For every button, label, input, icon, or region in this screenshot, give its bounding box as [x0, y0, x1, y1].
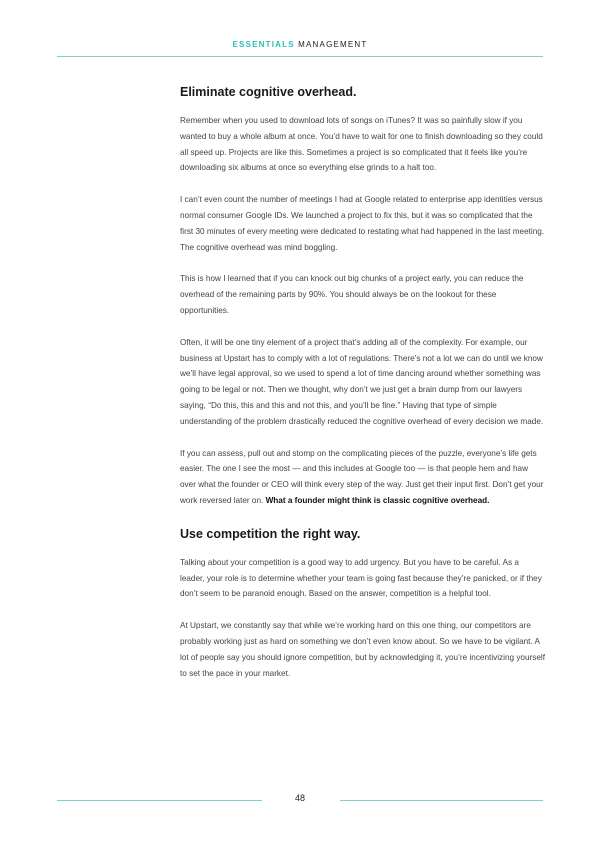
header-subsection-label: MANAGEMENT — [294, 40, 368, 49]
paragraph: This is how I learned that if you can knock out big chunks of a project early, you can reduce the overhead of the remaining parts by 90%. You should always be on the lookout for these opportunities. — [180, 274, 524, 315]
section-heading-cognitive-overhead: Eliminate cognitive overhead. — [180, 85, 357, 99]
article-body — [180, 83, 545, 697]
footer-divider-left — [57, 800, 262, 801]
paragraph-text: If you can assess, pull out and stomp on the complicating pieces of the puzzle, everyone’s life gets easier. The one I see the most — and this includes at Google too — is that people hem and haw over what the founder or CEO will think every step of the way. Just get their input first. Don’t get your work reversed later on. — [180, 448, 544, 505]
paragraph: Remember when you used to download lots of songs on iTunes? It was so painfully slow if you wanted to buy a whole album at once. You’d have to wait for one to finish downloading so they could all speed up. Projects are like this. Sometimes a project is so complicated that it feels like you’re downloading six albums at once so everything else grinds to a halt too. — [180, 116, 543, 173]
paragraph: Often, it will be one tiny element of a project that’s adding all of the complexity. For example, our business at Upstart has to comply with a lot of regulations. There’s not a lot we can do until we know we’ll have legal approval, so we used to spend a lot of time dancing around whether something was going to be legal or not. Then we thought, why don’t we just get a brain dump from our lawyers saying, “Do this, this and this and not this, and you’ll be fine.” Having that type of simple understanding of the problem drastically reduced the cognitive overhead of every decision we made. — [180, 337, 544, 426]
paragraph: Talking about your competition is a good way to add urgency. But you have to be careful. As a leader, your role is to determine whether your team is going fast because they’re panicked, or if they don’t seem to be paranoid enough. Based on the answer, competition is a helpful tool. — [180, 557, 542, 599]
footer-divider-right — [340, 800, 543, 801]
header-section-label: ESSENTIALS — [232, 40, 295, 49]
header-divider — [57, 56, 543, 57]
running-header — [0, 40, 600, 49]
paragraph: I can’t even count the number of meetings I had at Google related to enterprise app identities versus normal consumer Google IDs. We launched a project to fix this, but it was so complicated that the first 30 minutes of every meeting were dedicated to restating what had happened in the last meeting. The cognitive overhead was mind boggling. — [180, 195, 545, 252]
section-heading-competition: Use competition the right way. — [180, 526, 361, 541]
paragraph-with-emphasis — [180, 446, 545, 509]
paragraph: At Upstart, we constantly say that while we’re working hard on this one thing, our competitors are probably working just as hard on something we don’t even know about. So we have to be vigilant. A lot of people say you should ignore competition, but by acknowledging it, you’re incentivizing yourself to set the pace in your market. — [180, 621, 546, 678]
emphasis-text: What a founder might think is classic cognitive overhead. — [265, 495, 490, 505]
page-number: 48 — [294, 793, 305, 803]
